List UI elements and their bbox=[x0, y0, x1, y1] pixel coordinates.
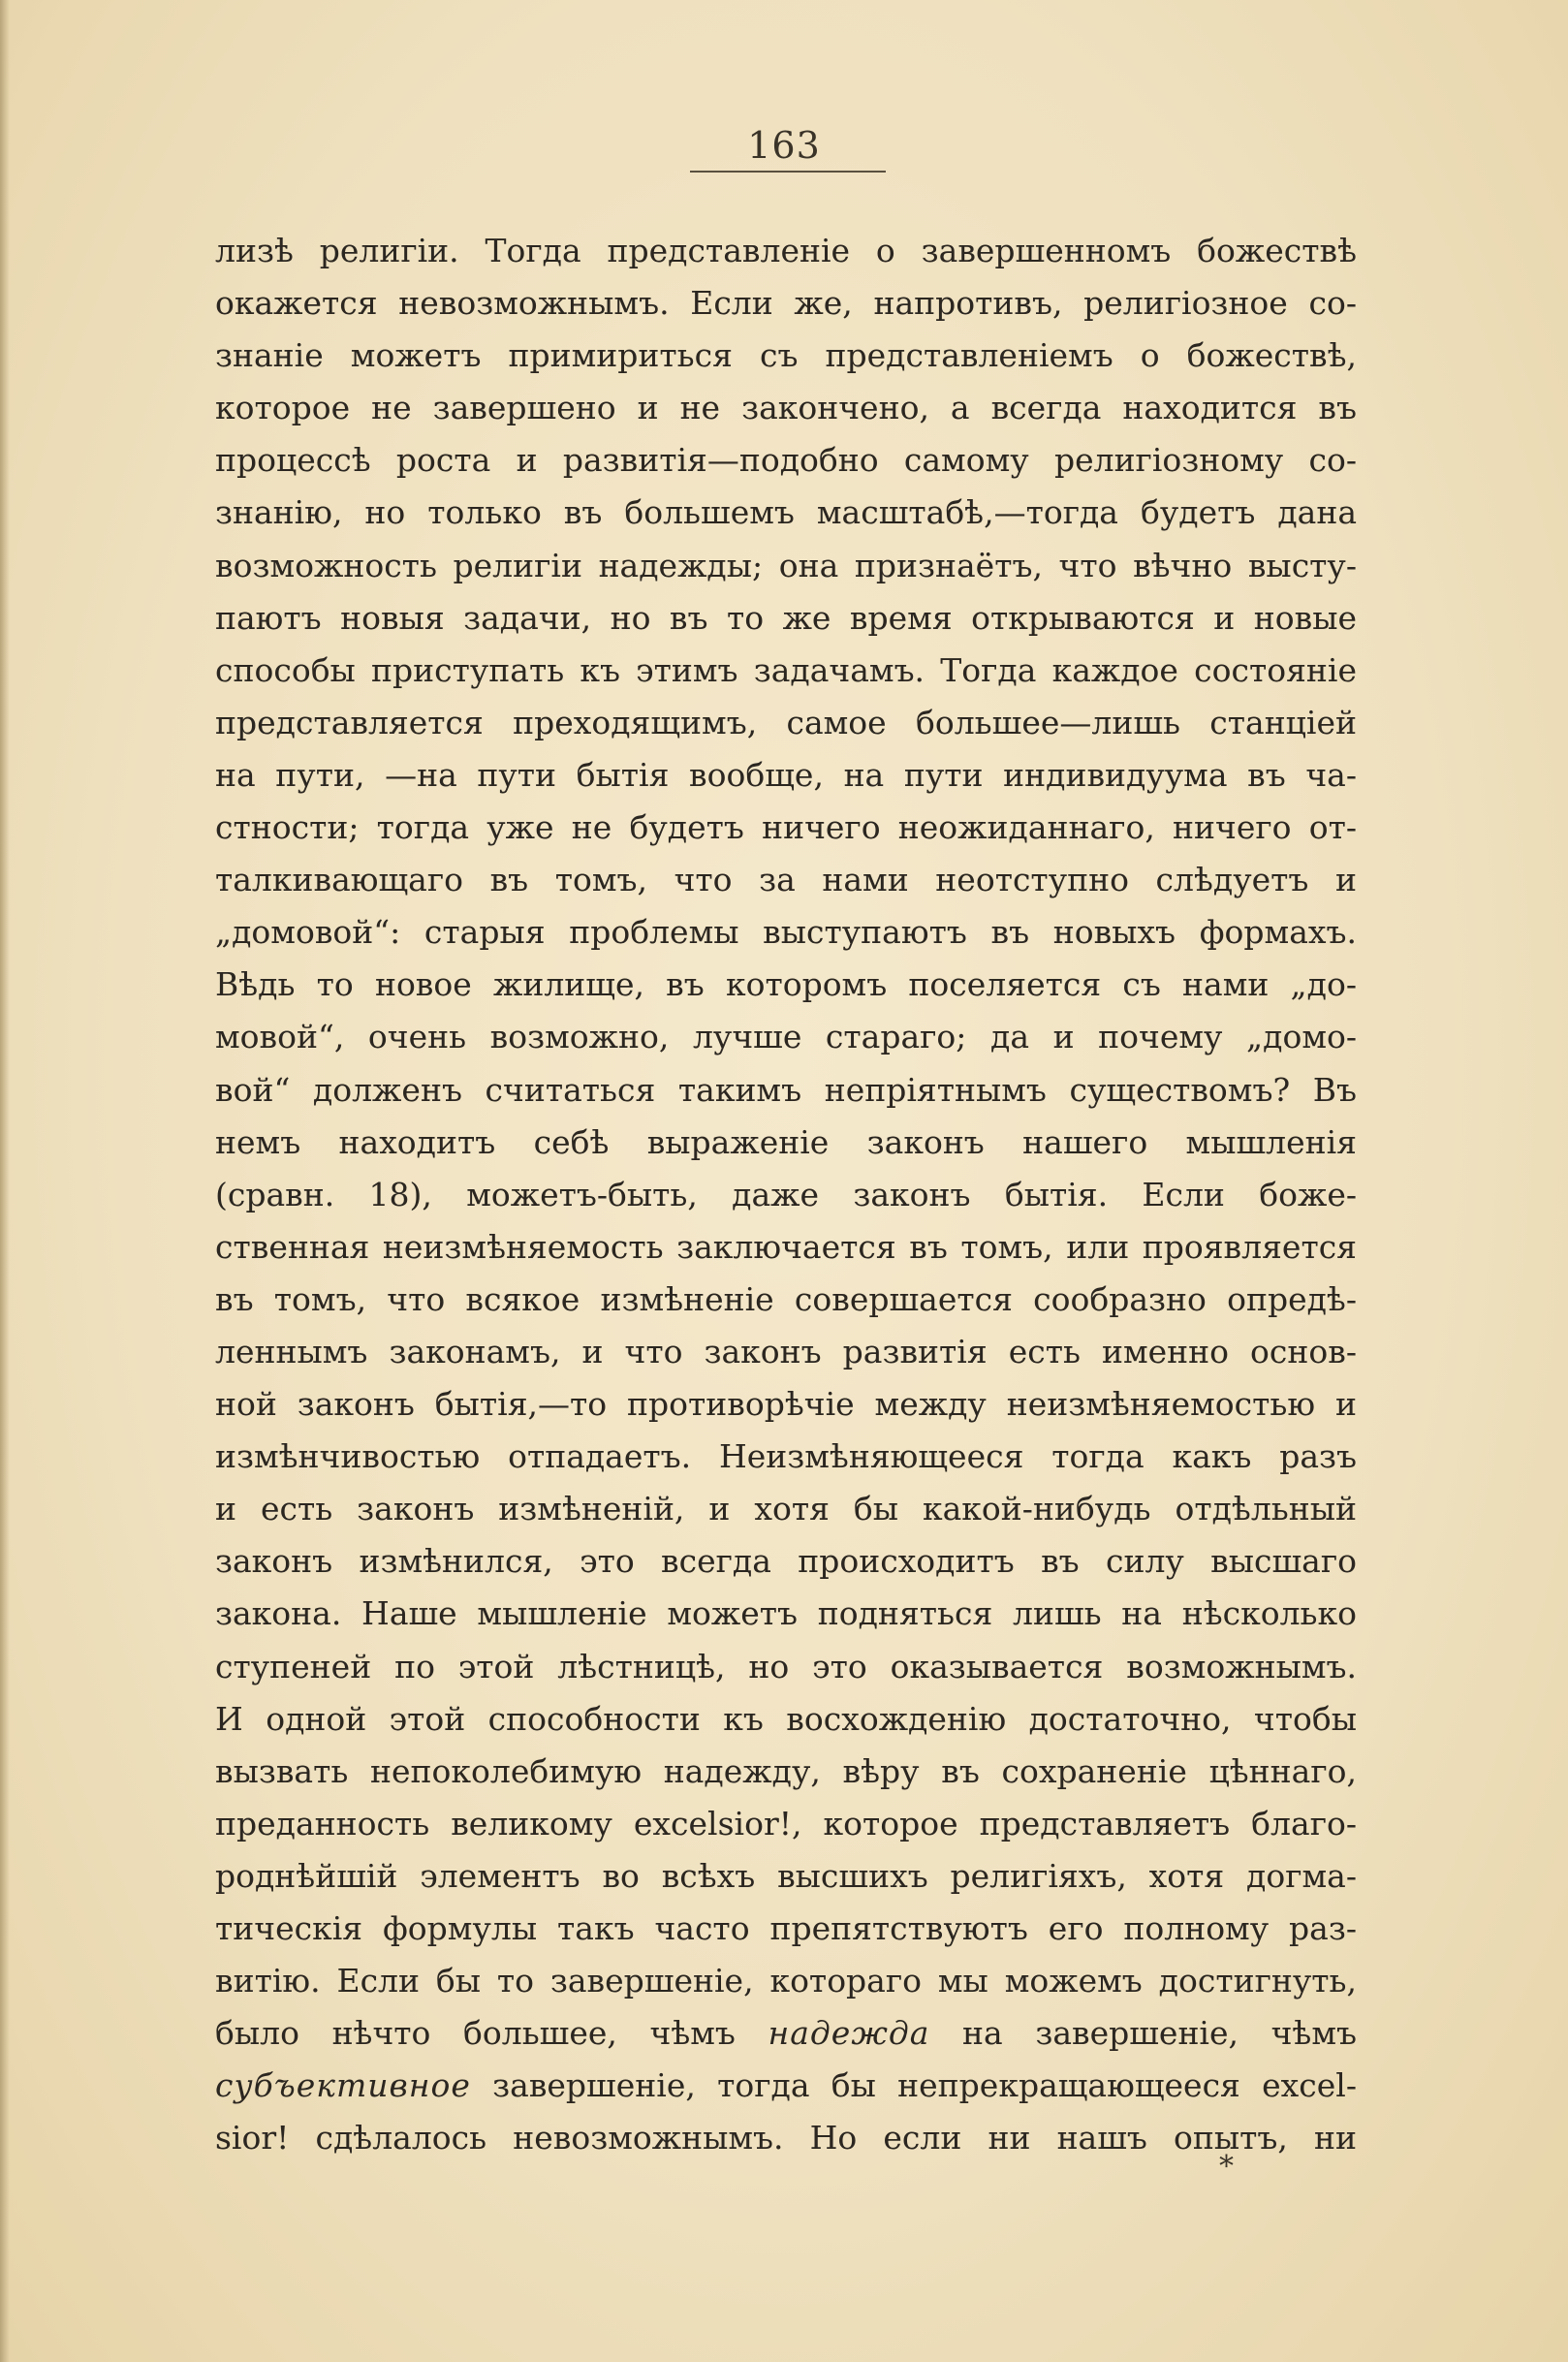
text-segment: преданность великому excelsior!, которое представляетъ благо- bbox=[215, 1804, 1357, 1842]
text-line bbox=[215, 1064, 1357, 1117]
text-segment: ственная неизмѣняемость заключается въ томъ, или проявляется bbox=[215, 1227, 1357, 1266]
text-line bbox=[215, 1588, 1357, 1640]
text-line bbox=[215, 1431, 1357, 1483]
text-segment: представляется преходящимъ, самое большее—лишь станціей bbox=[215, 703, 1357, 741]
text-segment: на завершеніе, чѣмъ bbox=[929, 2014, 1357, 2053]
text-line bbox=[215, 382, 1357, 434]
text-line bbox=[215, 959, 1357, 1011]
text-line bbox=[215, 645, 1357, 697]
text-segment: знанію, но только въ большемъ масштабѣ,—тогда будетъ дана bbox=[215, 493, 1357, 532]
text-line bbox=[215, 1903, 1357, 1955]
emphasis-text: надежда bbox=[768, 2014, 930, 2053]
text-segment: знаніе можетъ примириться съ представленіемъ о божествѣ, bbox=[215, 336, 1357, 375]
text-line bbox=[215, 2060, 1357, 2112]
text-line bbox=[215, 1169, 1357, 1221]
text-segment: витію. Если бы то завершеніе, котораго мы можемъ достигнуть, bbox=[215, 1962, 1357, 2000]
text-segment: леннымъ законамъ, и что законъ развитія есть именно основ- bbox=[215, 1332, 1357, 1370]
text-line bbox=[215, 1274, 1357, 1326]
text-segment: законъ измѣнился, это всегда происходитъ въ силу высшаго bbox=[215, 1542, 1357, 1581]
text-segment: способы приступать къ этимъ задачамъ. Тогда каждое состояніе bbox=[215, 650, 1357, 689]
text-line bbox=[215, 1641, 1357, 1693]
text-segment: лизѣ религіи. Тогда представленіе о завершенномъ божествѣ bbox=[215, 232, 1357, 269]
text-line bbox=[215, 802, 1357, 854]
text-segment: завершеніе, тогда бы непрекращающееся excel- bbox=[470, 2066, 1357, 2105]
text-line bbox=[215, 2007, 1357, 2060]
text-segment: закона. Наше мышленіе можетъ подняться лишь на нѣсколько bbox=[215, 1594, 1357, 1633]
text-line bbox=[215, 487, 1357, 539]
text-segment: было нѣчто большее, чѣмъ bbox=[215, 2014, 768, 2053]
text-line bbox=[215, 1326, 1357, 1378]
text-segment: мовой“, очень возможно, лучше стараго; да и почему „домо- bbox=[215, 1018, 1357, 1056]
emphasis-text: субъективное bbox=[215, 2066, 471, 2105]
text-line bbox=[215, 1011, 1357, 1063]
text-segment: (сравн. 18), можетъ-быть, даже законъ бытія. Если боже- bbox=[215, 1175, 1357, 1213]
body-text bbox=[215, 225, 1357, 2164]
text-line bbox=[215, 854, 1357, 906]
text-segment: вой“ долженъ считаться такимъ непріятнымъ существомъ? Въ bbox=[215, 1070, 1357, 1109]
text-line bbox=[215, 1955, 1357, 2007]
text-segment: процессѣ роста и развитія—подобно самому религіозному со- bbox=[215, 441, 1357, 480]
text-segment: И одной этой способности къ восхожденію достаточно, чтобы bbox=[215, 1699, 1357, 1738]
text-line bbox=[215, 1850, 1357, 1903]
text-segment: талкивающаго въ томъ, что за нами неотступно слѣдуетъ и bbox=[215, 861, 1357, 899]
text-segment: которое не завершено и не закончено, а всегда находится въ bbox=[215, 389, 1357, 427]
text-line bbox=[215, 277, 1357, 330]
text-segment: и есть законъ измѣненій, и хотя бы какой-нибудь отдѣльный bbox=[215, 1490, 1357, 1528]
text-line bbox=[215, 697, 1357, 749]
header-rule bbox=[690, 171, 886, 173]
text-segment: роднѣйшій элементъ во всѣхъ высшихъ религіяхъ, хотя догма- bbox=[215, 1856, 1357, 1895]
text-segment: Вѣдь то новое жилище, въ которомъ поселяется съ нами „до- bbox=[215, 965, 1357, 1004]
text-segment: тическія формулы такъ часто препятствуютъ его полному раз- bbox=[215, 1909, 1357, 1947]
text-segment: ной законъ бытія,—то противорѣчіе между неизмѣняемостью и bbox=[215, 1385, 1357, 1424]
text-line bbox=[215, 1221, 1357, 1274]
text-line bbox=[215, 1798, 1357, 1850]
footer-mark: * bbox=[1219, 2150, 1234, 2184]
text-line bbox=[215, 225, 1357, 277]
text-line bbox=[215, 330, 1357, 382]
text-line bbox=[215, 1378, 1357, 1431]
text-line bbox=[215, 540, 1357, 592]
text-line bbox=[215, 592, 1357, 645]
text-line bbox=[215, 1746, 1357, 1798]
text-line bbox=[215, 2112, 1357, 2164]
page-binding-edge bbox=[0, 0, 10, 2362]
text-segment: окажется невозможнымъ. Если же, напротивъ, религіозное со- bbox=[215, 284, 1357, 323]
text-line bbox=[215, 1117, 1357, 1169]
text-segment: ступеней по этой лѣстницѣ, но это оказывается возможнымъ. bbox=[215, 1647, 1357, 1685]
text-segment: на пути, —на пути бытія вообще, на пути индивидуума въ ча- bbox=[215, 755, 1357, 794]
text-segment: стности; тогда уже не будетъ ничего неожиданнаго, ничего от- bbox=[215, 808, 1357, 847]
text-segment: вызвать непоколебимую надежду, вѣру въ сохраненіе цѣннаго, bbox=[215, 1751, 1357, 1790]
text-line bbox=[215, 1693, 1357, 1746]
text-segment: немъ находитъ себѣ выраженіе законъ нашего мышленія bbox=[215, 1122, 1357, 1161]
text-segment: „домовой“: старыя проблемы выступаютъ въ новыхъ формахъ. bbox=[215, 913, 1357, 952]
text-segment: измѣнчивостью отпадаетъ. Неизмѣняющееся тогда какъ разъ bbox=[215, 1437, 1357, 1476]
text-line bbox=[215, 1483, 1357, 1535]
text-segment: въ томъ, что всякое измѣненіе совершается сообразно опредѣ- bbox=[215, 1279, 1357, 1318]
text-line bbox=[215, 1535, 1357, 1588]
page-number: 163 bbox=[747, 124, 821, 167]
text-segment: возможность религіи надежды; она признаётъ, что вѣчно высту- bbox=[215, 546, 1357, 584]
text-line bbox=[215, 749, 1357, 802]
text-line bbox=[215, 434, 1357, 487]
text-segment: паютъ новыя задачи, но въ то же время открываются и новые bbox=[215, 598, 1357, 637]
text-line bbox=[215, 906, 1357, 959]
text-segment: sior! сдѣлалось невозможнымъ. Но если ни нашъ опытъ, ни bbox=[215, 2119, 1357, 2157]
